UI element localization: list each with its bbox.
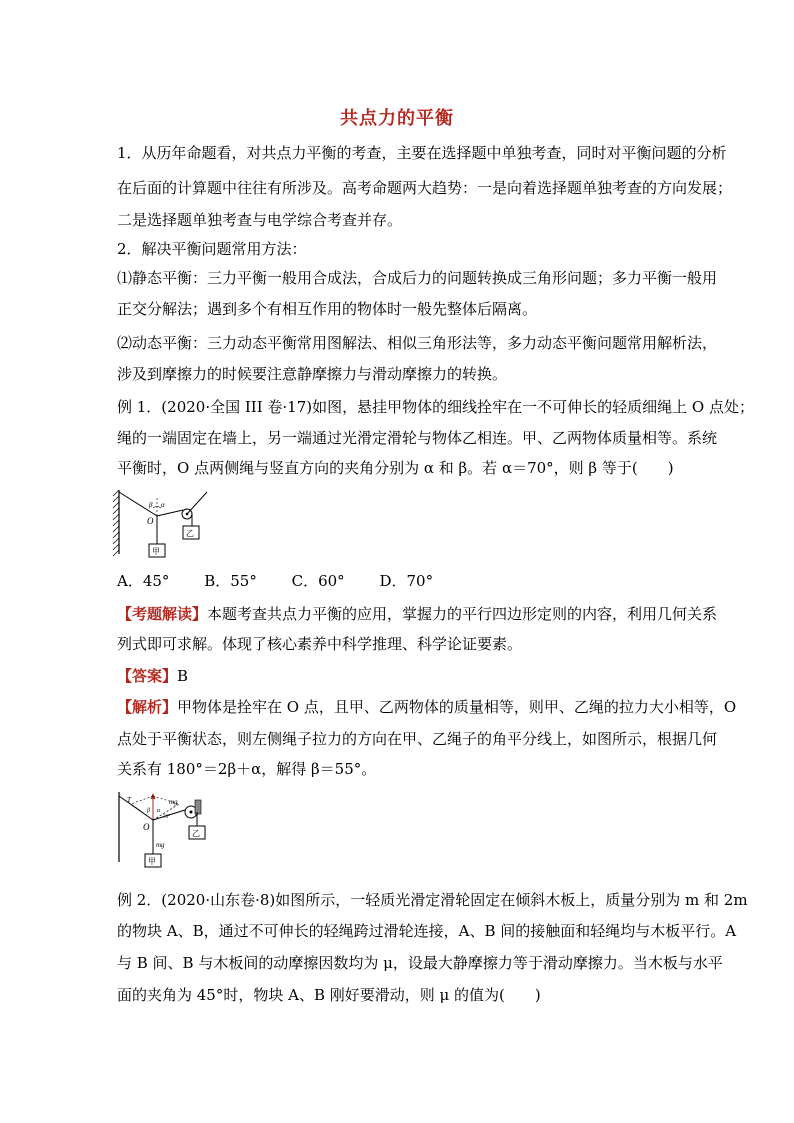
fig1-label-o: O [147,516,154,526]
fig2-label-mg-down: mg [156,841,165,849]
example1-line-3: 平衡时，O 点两侧绳与竖直方向的夹角分别为 α 和 β。若 α＝70°，则 β 等于( ) [117,459,674,477]
solution-tag: 【解析】 [117,698,178,716]
answer-line [117,666,687,686]
fig2-label-t: T [127,796,131,804]
fig2-label-jia: 甲 [148,857,156,866]
answer-tag: 【答案】 [117,667,178,685]
solution-line-3: 关系有 180°＝2β＋α，解得 β＝55°。 [117,760,377,778]
example1-line-2: 绳的一端固定在墙上，另一端通过光滑定滑轮与物体乙相连。甲、乙两物体质量相等。系统 [117,429,718,447]
option-c: C．60° [291,572,345,590]
fig2-label-beta: β [147,808,150,814]
fig1-label-yi: 乙 [186,529,194,538]
analysis-text-1: 本题考查共点力平衡的应用，掌握力的平行四边形定则的内容，利用几何关系 [207,605,718,623]
option-d: D．70° [379,572,434,590]
solution-line-1 [117,697,737,717]
example2-line-2: 的物块 A、B，通过不可伸长的轻绳跨过滑轮连接，A、B 间的接触面和轻绳均与木板平行。A [117,922,737,940]
fig1-label-beta: β [149,501,153,509]
fig2-label-alpha: α [157,808,161,814]
fig2-label-yi: 乙 [192,829,200,838]
dynamic-line-1: ⑵动态平衡：三力动态平衡常用图解法、相似三角形法等，多力动态平衡问题常用解析法， [117,334,718,352]
fig1-label-jia: 甲 [152,547,160,556]
analysis-line-1 [117,604,718,624]
fig2-label-o: O [143,822,150,832]
solution-figure [113,790,218,870]
example1-options [117,571,687,591]
example1-line-1: 例 1．(2020·全国 III 卷·17)如图，悬挂甲物体的细线拴牢在一不可伸长的轻质细绳上 O 点处； [117,398,754,416]
intro-line-2: 在后面的计算题中往往有所涉及。高考命题两大趋势：一是向着选择题单独考查的方向发展； [117,179,733,197]
methods-heading: 2．解决平衡问题常用方法： [117,240,307,258]
analysis-line-2: 列式即可求解。体现了核心素养中科学推理、科学论证要素。 [117,635,523,653]
example2-line-3: 与 B 间、B 与木板间的动摩擦因数均为 μ，设最大静摩擦力等于滑动摩擦力。当木板与水平 [117,954,723,972]
fig1-label-alpha: α [161,501,165,509]
static-line-2: 正交分解法；遇到多个有相互作用的物体时一般先整体后隔离。 [117,300,538,318]
fig2-label-angle: 70° [163,815,170,820]
intro-line-1: 1．从历年命题看，对共点力平衡的考查，主要在选择题中单独考查，同时对平衡问题的分析 [117,144,727,162]
option-b: B．55° [204,572,257,590]
solution-text-1: 甲物体是拴牢在 O 点，且甲、乙两物体的质量相等，则甲、乙绳的拉力大小相等，O [177,698,737,716]
static-line-1: ⑴静态平衡：三力平衡一般用合成法，合成后力的问题转换成三角形问题；多力平衡一般用 [117,269,718,287]
example2-line-1: 例 2．(2020·山东卷·8)如图所示，一轻质光滑定滑轮固定在倾斜木板上，质量分别为 m 和 2m [117,891,748,909]
option-a: A．45° [117,572,170,590]
dynamic-line-2: 涉及到摩擦力的时候要注意静摩擦力与滑动摩擦力的转换。 [117,365,508,383]
page-title: 共点力的平衡 [340,108,454,129]
fig2-label-mg-side: mg [169,798,178,806]
example1-figure [113,488,213,560]
analysis-tag: 【考题解读】 [117,605,208,623]
example2-line-4: 面的夹角为 45°时，物块 A、B 刚好要滑动，则 μ 的值为( ) [117,986,541,1004]
solution-line-2: 点处于平衡状态，则左侧绳子拉力的方向在甲、乙绳子的角平分线上，如图所示，根据几何 [117,730,718,748]
answer-value: B [177,667,189,685]
intro-line-3: 二是选择题单独考查与电学综合考查并存。 [117,211,403,229]
